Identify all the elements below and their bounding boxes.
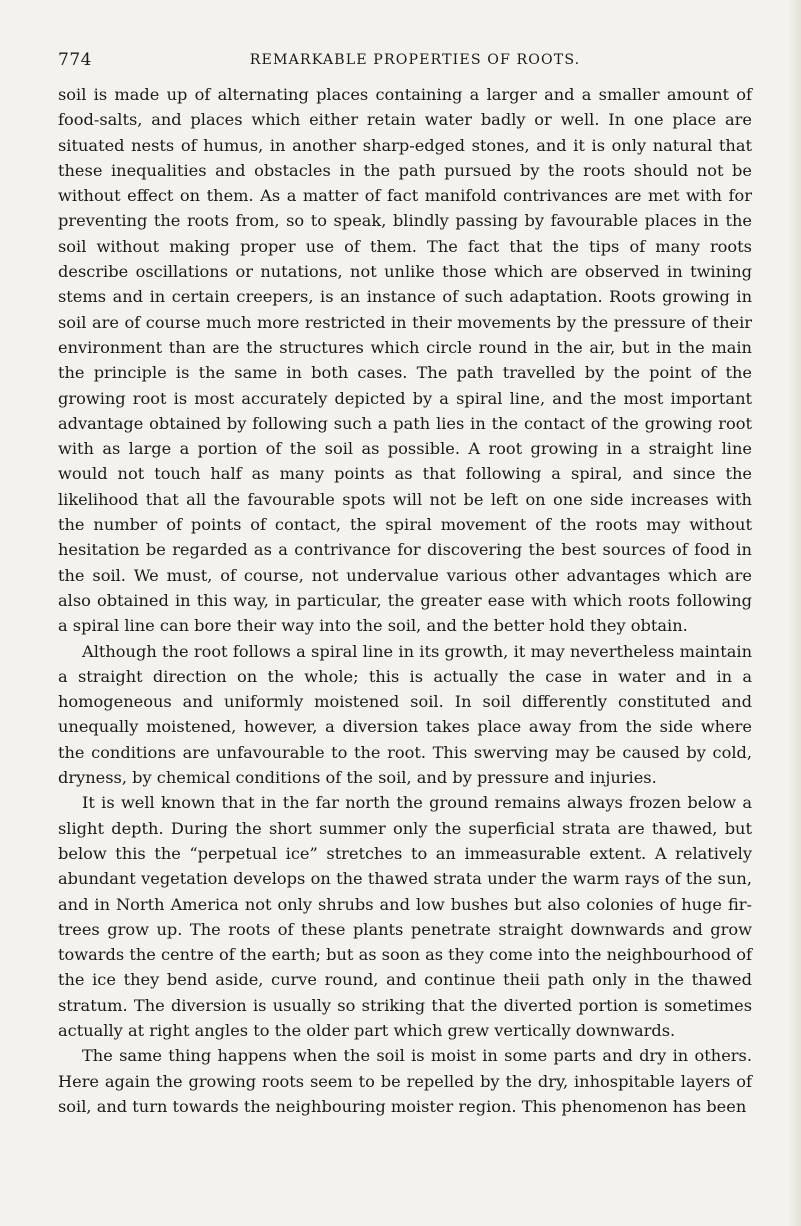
paragraph: Although the root follows a spiral line in its growth, it may nevertheless maintain a straight direction on the whole; this is actually the case in water and in a homogeneous and uniformly moistened soil. In soil differently constituted and unequally moistened, however, a diversion takes place away from the side where the conditions are unfavourable to the root. This swerving may be caused by cold, dryness, by chemical conditions of the soil, and by pressure and injuries. <box>58 641 752 788</box>
running-head: REMARKABLE PROPERTIES OF ROOTS. <box>249 52 581 68</box>
page-header <box>58 50 752 76</box>
page-edge-shadow <box>787 0 801 1226</box>
paragraph: It is well known that in the far north the ground remains always frozen below a slight depth. During the short summer only the superficial strata are thawed, but below this the “perpetual ice” stretches to an immeasurable extent. A relatively abundant vegetation develops on the thawed strata under the warm rays of the sun, and in North America not only shrubs and low bushes but also colonies of huge fir-trees grow up. The roots of these plants penetrate straight downwards and grow towards the centre of the earth; but as soon as they come into the neighbourhood of the ice they bend aside, curve round, and continue theii path only in the thawed stratum. The diversion is usually so striking that the diverted portion is sometimes actually at right angles to the older part which grew vertically downwards. <box>58 793 752 1040</box>
paragraph: The same thing happens when the soil is moist in some parts and dry in others. Here again the growing roots seem to be repelled by the dry, inhospitable layers of soil, and turn towards the neighbouring moister region. This phenomenon has been <box>58 1046 752 1116</box>
body-text <box>58 82 752 1119</box>
paragraph: soil is made up of alternating places containing a larger and a smaller amount of food-salts, and places which either retain water badly or well. In one place are situated nests of humus, in another sharp-edged stones, and it is only natural that these inequalities and obstacles in the path pursued by the roots should not be without effect on them. As a matter of fact manifold contrivances are met with for preventing the roots from, so to speak, blindly passing by favourable places in the soil without making proper use of them. The fact that the tips of many roots describe oscillations or nutations, not unlike those which are observed in twining stems and in certain creepers, is an instance of such adaptation. Roots growing in soil are of course much more restricted in their movements by the pressure of their environment than are the structures which circle round in the air, but in the main the principle is the same in both cases. The path travelled by the point of the growing root is most accurately depicted by a spiral line, and the most important advantage obtained by following such a path lies in the contact of the growing root with as large a portion of the soil as possible. A root growing in a straight line would not touch half as many points as that following a spiral, and since the likelihood that all the favourable spots will not be left on one side increases with the number of points of contact, the spiral movement of the roots may without hesitation be regarded as a contrivance for discovering the best sources of food in the soil. We must, of course, not undervalue various other advantages which are also obtained in this way, in particular, the greater ease with which roots following a spiral line can bore their way into the soil, and the better hold they obtain. <box>58 85 752 636</box>
page-number: 774 <box>58 50 92 70</box>
